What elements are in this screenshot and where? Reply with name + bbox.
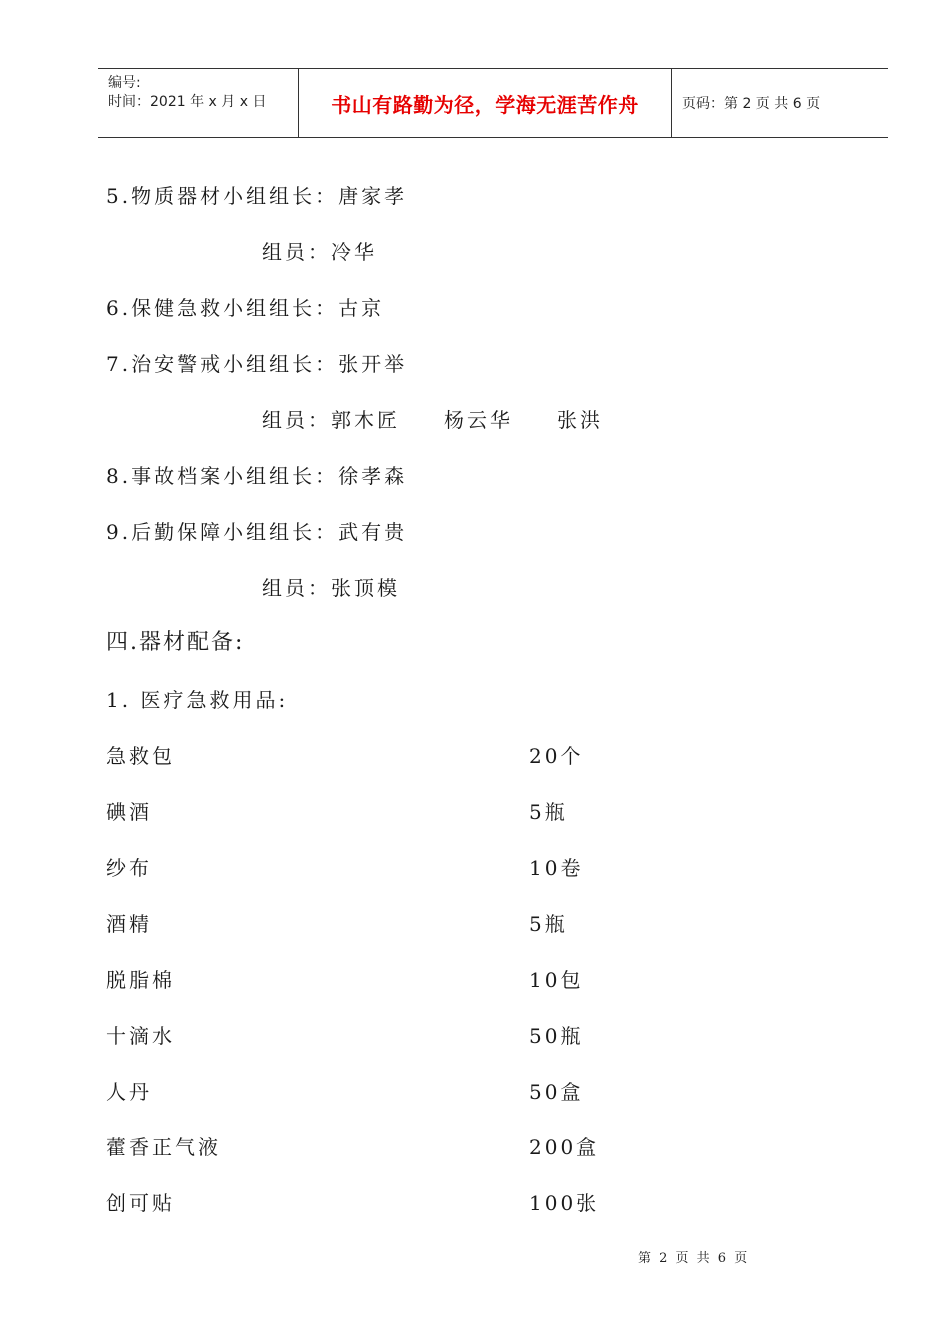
item-qty: 10卷 <box>529 856 584 880</box>
item-name: 创可贴 <box>106 1191 175 1215</box>
subsection-title: 1. 医疗急救用品: <box>106 688 289 712</box>
item-qty: 10包 <box>529 968 584 992</box>
motto: 书山有路勤为径，学海无涯苦作舟 <box>331 92 639 117</box>
item-name: 急救包 <box>106 744 175 768</box>
group-5-members: 组员：冷华 <box>262 240 377 264</box>
number-label: 编号: <box>108 75 141 91</box>
item-name: 十滴水 <box>106 1024 175 1048</box>
page-header <box>98 68 888 138</box>
item-qty: 200盒 <box>529 1135 600 1159</box>
group-8-line: 8.事故档案小组组长：徐孝森 <box>106 464 408 488</box>
group-5-line: 5.物质器材小组组长：唐家孝 <box>106 184 408 208</box>
group-7-member-3: 张洪 <box>557 408 603 432</box>
item-qty: 50瓶 <box>529 1024 584 1048</box>
group-6-line: 6.保健急救小组组长：古京 <box>106 296 385 320</box>
group-7-line: 7.治安警戒小组组长：张开举 <box>106 352 408 376</box>
item-name: 藿香正气液 <box>106 1135 221 1159</box>
item-qty: 100张 <box>529 1191 600 1215</box>
item-name: 脱脂棉 <box>106 968 175 992</box>
section-title: 四.器材配备: <box>106 630 245 655</box>
item-name: 纱布 <box>106 856 152 880</box>
item-name: 碘酒 <box>106 800 152 824</box>
group-9-line: 9.后勤保障小组组长：武有贵 <box>106 520 408 544</box>
header-page-cell <box>672 69 888 137</box>
time-label: 时间：2021 年 x 月 x 日 <box>108 94 267 110</box>
group-7-members <box>262 404 603 433</box>
item-name: 人丹 <box>106 1080 152 1104</box>
group-9-members: 组员：张顶模 <box>262 576 400 600</box>
page-footer: 第 2 页 共 6 页 <box>638 1251 750 1266</box>
group-7-member-2: 杨云华 <box>444 408 513 432</box>
header-motto-cell <box>299 69 672 137</box>
group-7-member-1: 组员：郭木匠 <box>262 408 400 432</box>
header-meta-cell <box>98 69 299 137</box>
page-label: 页码：第 2 页 共 6 页 <box>682 96 821 112</box>
item-qty: 50盒 <box>529 1080 584 1104</box>
item-qty: 5瓶 <box>529 800 568 824</box>
item-qty: 5瓶 <box>529 912 568 936</box>
item-name: 酒精 <box>106 912 152 936</box>
item-qty: 20个 <box>529 744 584 768</box>
